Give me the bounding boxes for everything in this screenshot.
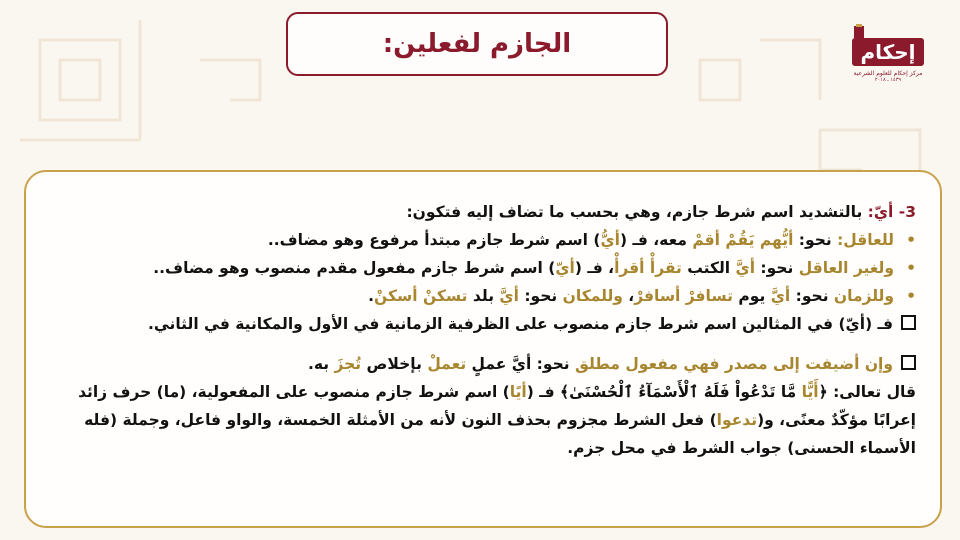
example-text: أيَّ <box>499 287 519 305</box>
text-fragment: نحو: <box>790 287 834 305</box>
note-label: وإن أضيفت إلى مصدر فهي مفعول مطلق <box>574 355 893 373</box>
checkbox-square-icon <box>901 355 916 370</box>
example-text: أيَّ <box>735 259 756 277</box>
bullet-label: للعاقل: <box>837 231 894 249</box>
text-fragment: بلد <box>467 287 500 305</box>
bullet-nonrational <box>50 254 916 282</box>
text-fragment: نحو: <box>793 231 838 249</box>
text-fragment: يوم <box>732 287 771 305</box>
bullet-time-place <box>50 282 916 310</box>
example-text: أيًا <box>509 383 527 401</box>
example-text: تُجزَ <box>334 355 362 373</box>
note-line-1 <box>50 310 916 338</box>
text-fragment: ) اسم شرط جازم مبتدأ مرفوع وهو مضاف.. <box>267 231 601 249</box>
text-fragment: الكتب <box>681 259 736 277</box>
text-fragment: نحو: <box>755 259 799 277</box>
text-fragment: . <box>368 287 375 305</box>
text-fragment: به. <box>307 355 335 373</box>
bullet-dot: • <box>906 259 916 277</box>
text-fragment: مَّا تَدْعُواْ فَلَهُ ٱلْأَسْمَآءُ ٱلْحُسْنَىٰ﴾ فـ ( <box>526 383 802 401</box>
content-box <box>24 170 942 528</box>
example-text: تدعوا <box>716 411 758 429</box>
logo <box>846 24 930 94</box>
example-text: تسافرْ أسافرْ <box>634 287 733 305</box>
bullet-label: وللمكان <box>562 287 623 305</box>
example-text: تسكنْ أسكنْ <box>374 287 468 305</box>
example-text: تعملْ <box>427 355 467 373</box>
bullet-dot: • <box>906 231 916 249</box>
checkbox-square-icon <box>901 315 916 330</box>
heading-number: 3- أيّ: <box>867 203 916 221</box>
note-line-2 <box>50 350 916 378</box>
heading-text: بالتشديد اسم شرط جازم، وهي بحسب ما تضاف إليه فتكون: <box>406 203 868 221</box>
text-fragment: ) اسم شرط جازم منصوب على المفعولية، (ما) حرف زائد إعرابًا مؤكّدٌ معنًى، و( <box>78 383 916 429</box>
bullet-label: ولغير العاقل <box>798 259 894 277</box>
bullet-label: وللزمان <box>833 287 894 305</box>
logo-subtitle: مركز إحكام للعلوم الشرعية <box>853 70 923 77</box>
logo-subtitle-2: ١٤٣٩ ـ ٢٠١٨ <box>874 77 902 83</box>
bullet-rational <box>50 226 916 254</box>
quran-paragraph <box>50 378 916 462</box>
logo-text: إحكام <box>860 40 916 64</box>
example-text: أَيًّا <box>801 383 819 401</box>
title-box <box>286 12 668 76</box>
bullet-dot: • <box>906 287 916 305</box>
text-fragment: ) اسم شرط جازم مفعول مقدم منصوب وهو مضاف.. <box>153 259 556 277</box>
page-title: الجازم لفعلين: <box>382 29 572 59</box>
text-fragment: معه، فـ ( <box>619 231 693 249</box>
example-text: أيَّ <box>770 287 791 305</box>
text-fragment: بإخلاص <box>361 355 428 373</box>
text-fragment: ) فعل الشرط مجزوم بحذف النون لأنه من الأمثلة الخمسة، والواو فاعل، وجملة (فله الأسماء الحسنى) جواب الشرط في محل جزم. <box>84 411 916 457</box>
text-fragment: نحو: <box>518 287 563 305</box>
example-text: أيّ <box>555 259 575 277</box>
example-text: تقرأْ أقرأْ <box>614 259 682 277</box>
heading-line <box>50 198 916 226</box>
example-text: أيُّهم يَقُمْ أقمْ <box>692 231 794 249</box>
note-text: فـ (أيّ) في المثالين اسم شرط جازم منصوب على الظرفية الزمانية في الأول والمكانية في الثاني. <box>147 315 893 333</box>
logo-icon <box>846 24 930 68</box>
text-fragment: ، <box>622 287 635 305</box>
text-fragment: قال تعالى: ﴿ <box>818 383 916 401</box>
example-text: أيُّ <box>600 231 620 249</box>
text-fragment: نحو: أيَّ عملٍ <box>466 355 575 373</box>
text-fragment: ، فـ ( <box>574 259 615 277</box>
